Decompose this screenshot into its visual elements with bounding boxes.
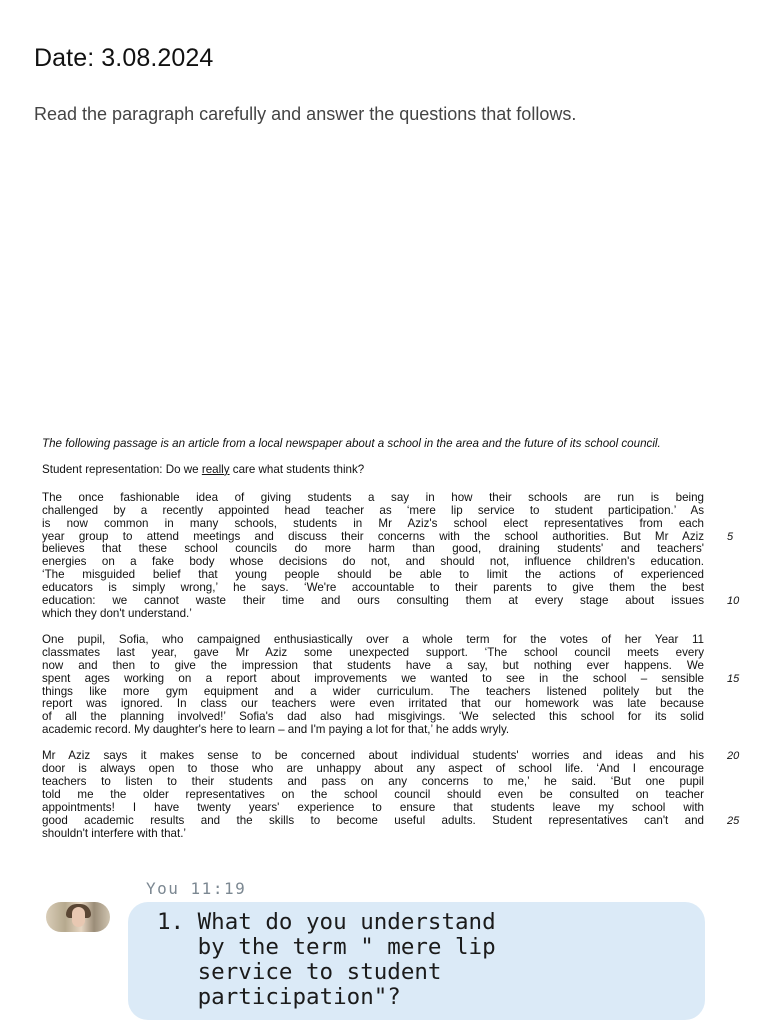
- passage-line: energies on a fake body whose decisions do not, and should not, influence children's education.: [42, 555, 704, 569]
- passage-line: The once fashionable idea of giving students a say in how their schools are run is being: [42, 490, 704, 504]
- passage-paragraph: [42, 750, 742, 840]
- chat-time: 11:19: [190, 879, 247, 898]
- passage-headline: [42, 464, 742, 477]
- passage-line: teachers to listen to their students and pass on any concerns to me,’ he said. ‘But one pupil: [42, 774, 704, 788]
- line-number: 25: [727, 814, 740, 827]
- line-number: 20: [727, 750, 740, 763]
- passage: [42, 438, 742, 853]
- passage-line: education: we cannot waste their time and ours consulting them at every stage about issues 10: [42, 594, 740, 608]
- passage-line: now and then to give the impression that students have a say, but nothing ever happens. We: [42, 658, 704, 672]
- passage-line: ‘The misguided belief that young people should be able to limit the actions of experienced: [42, 568, 704, 582]
- passage-line: spent ages working on a report about improvements we wanted to see in the school – sensible 15: [42, 671, 740, 685]
- chat-bubble[interactable]: [128, 902, 705, 1020]
- passage-line: One pupil, Sofia, who campaigned enthusiastically over a whole term for the votes of her Year 11: [42, 632, 704, 646]
- headline-text-end: care what students think?: [229, 462, 365, 476]
- passage-paragraph: [42, 492, 742, 621]
- headline-text: Student representation: Do we: [42, 462, 202, 476]
- chat-message: 1. What do you understand by the term " mere lip service to student participation"?: [157, 909, 496, 1010]
- passage-line: is now common in many schools, students in Mr Aziz's school elect representatives from each: [42, 516, 704, 530]
- passage-line: believes that these school councils do more harm than good, draining students' and teachers': [42, 542, 704, 556]
- passage-line: which they don't understand.’: [42, 606, 192, 620]
- passage-line: challenged by a recently appointed head teacher as ‘mere lip service to student participation.’ As: [42, 503, 704, 517]
- passage-line: academic record. My daughter's here to learn – and I'm paying a lot for that,’ he adds wryly.: [42, 723, 510, 737]
- passage-line: report was ignored. In class our teachers were even irritated that our homework was late because: [42, 697, 704, 711]
- passage-line: year group to attend meetings and discuss their concerns with the school authorities. But Mr Aziz 5: [42, 529, 734, 543]
- passage-line: of all the planning involved!’ Sofia's dad also had misgivings. ‘We selected this school for its solid: [42, 710, 704, 724]
- passage-line: good academic results and the skills to become useful adults. Student representatives can't and 25: [42, 813, 740, 827]
- passage-line: classmates last year, gave Mr Aziz some unexpected support. ‘The school council meets every: [42, 645, 704, 659]
- line-number: 5: [727, 530, 734, 543]
- passage-line: appointments! I have twenty years' experience to ensure that students leave my school with: [42, 800, 704, 814]
- avatar-face: [72, 907, 85, 927]
- avatar[interactable]: [46, 902, 110, 932]
- passage-line: shouldn't interfere with that.’: [42, 826, 186, 840]
- line-number: 10: [727, 595, 740, 608]
- passage-paragraph: [42, 634, 742, 737]
- instruction-text: Read the paragraph carefully and answer the questions that follows.: [34, 104, 577, 124]
- passage-line: educators is simply wrong,’ he says. ‘We're accountable to their parents to give them the best: [42, 581, 704, 595]
- passage-line: door is always open to those who are unhappy about any aspect of school life. ‘And I encourage: [42, 762, 704, 776]
- date-heading: Date: 3.08.2024: [34, 44, 214, 72]
- passage-line: things like more gym equipment and a wider curriculum. The teachers listened politely but the: [42, 684, 704, 698]
- line-number: 15: [727, 672, 740, 685]
- headline-underlined: really: [201, 462, 230, 476]
- chat-meta: [146, 879, 246, 898]
- passage-line: Mr Aziz says it makes sense to be concerned about individual students' worries and ideas and his 20: [42, 749, 740, 763]
- passage-line: told me the older representatives on the school council should even be consulted on teacher: [42, 787, 704, 801]
- passage-body: [42, 492, 742, 841]
- passage-intro: The following passage is an article from a local newspaper about a school in the area and the future of its school council.: [42, 437, 661, 450]
- chat-sender: You: [146, 879, 180, 898]
